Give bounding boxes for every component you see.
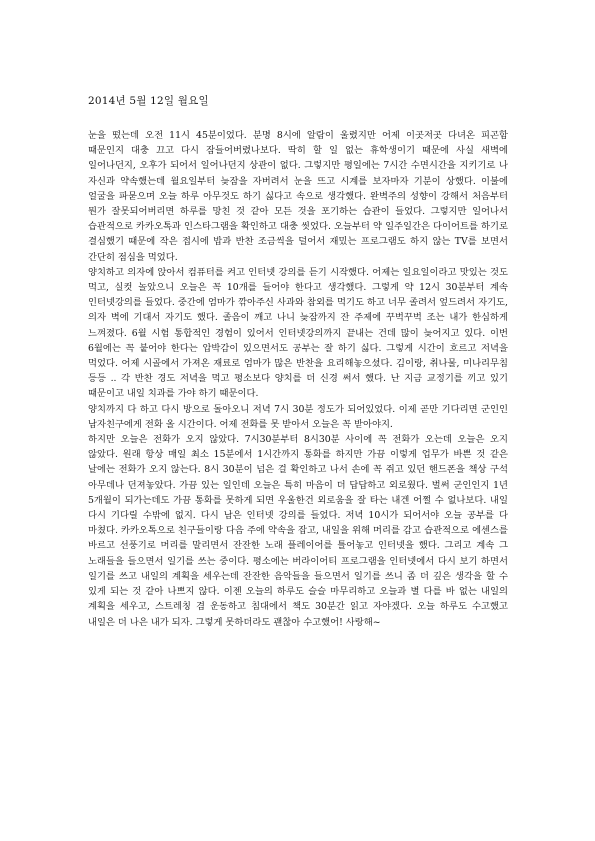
diary-paragraph-2: 양치하고 의자에 앉아서 컴퓨터를 켜고 인터넷 강의를 듣기 시작했다. 어제는 일요일이라고 맛있는 것도 먹고, 실컷 놀았으니 오늘은 꼭 10개를 들어야 한다고 생각했다. 그렇게 약 12시 30분부터 계속 인터넷강의를 들었다. 중간에 엄마가 깎아주신 사과와 참외를 먹기도 하고 너무 졸려서 엎드려서 자기도, 의자 벽에 기대서 자기도 했다. 졸음이 깨고 나니 늦잠까지 잔 주제에 꾸벅꾸벅 조는 내가 한심하게 느껴졌다. 6월 시험 통합적인 경험이 있어서 인터넷강의까지 끝내는 건데 많이 늦어지고 있다. 이번 6월에는 꼭 붙어야 한다는 압박감이 있으면서도 공부는 잘 하기 싫다. 그렇게 시간이 흐르고 저녁을 먹었다. 어제 시골에서 가져온 재료로 엄마가 많은 반찬을 요리해놓으셨다. 김이랑, 취나물, 미나리무침 등등 .. 각 반찬 경도 저녁을 먹고 평소보다 양치를 더 신경 써서 했다. 난 지금 교정기를 끼고 있기 때문이고 내일 치과를 가야 하기 때문이다. — [88, 266, 508, 400]
diary-paragraph-4: 하지만 오늘은 전화가 오지 않았다. 7시30분부터 8시30분 사이에 꼭 전화가 오는데 오늘은 오지 않았다. 원래 항상 매일 최소 15분에서 1시간까지 통화를 하지만 가끔 이렇게 업무가 바쁜 것 같은 날에는 전화가 오지 않는다. 8시 30분이 넘은 걸 확인하고 나서 손에 꼭 쥐고 있던 핸드폰을 책상 구석 아무데나 던져놓았다. 가끔 있는 일인데 오늘은 특히 마음이 더 답답하고 외로웠다. 벌써 군인인지 1년 5개월이 되가는데도 가끔 통화를 못하게 되면 우울한건 외로움을 잘 타는 내겐 어쩔 수 없나보다. 내일 다시 기다릴 수밖에 없지. 다시 남은 인터넷 강의를 들었다. 저녁 10시가 되어서야 오늘 공부를 다 마쳤다. 카카오톡으로 친구들이랑 다음 주에 약속을 잡고, 내일을 위해 머리를 감고 습관적으로 에센스를 바르고 선풍기로 머리를 말리면서 잔잔한 노래 플레이어를 틀어놓고 인터넷을 했다. 그리고 계속 그 노래들을 들으면서 일기를 쓰는 중이다. 평소에는 버라이어티 프로그램을 인터넷에서 다시 보기 하면서 일기를 쓰고 내일의 계획을 세우는데 잔잔한 음악들을 들으면서 일기를 쓰니 좀 더 깊은 생각을 할 수 있게 되는 것 같아 나쁘지 않다. 이젠 오늘의 하루도 슬슬 마무리하고 오늘과 별 다를 바 없는 내일의 계획을 세우고, 스트레칭 겸 운동하고 침대에서 책도 30분간 읽고 자야겠다. 오늘 하루도 수고했고 내일은 더 나은 내가 되자. 그렇게 못하더라도 괜찮아 수고했어! 사랑해~ — [88, 434, 508, 628]
diary-paragraph-3: 양치까지 다 하고 다시 방으로 돌아오니 저녁 7시 30분 정도가 되어있었다. 이제 곧만 기다리면 군인인 남자친구에게 전화 올 시간이다. 어제 전화를 못 받아서 오늘은 꼭 받아야지. — [88, 403, 508, 430]
diary-date: 2014년 5월 12일 월요일 — [88, 95, 209, 107]
diary-paragraph-1: 눈을 떴는데 오전 11시 45분이었다. 분명 8시에 알람이 울렸지만 어제 이곳저곳 다녀온 피곤함 때문인지 대충 끄고 다시 잠들어버렸나보다. 딱히 할 일 없는 휴학생이기 때문에 사실 새벽에 일어나던지, 오후가 되어서 일어나던지 상관이 없다. 그렇지만 평일에는 7시간 수면시간을 지키기로 나 자신과 약속했는데 월요일부터 늦잠을 자버려서 눈을 뜨고 시계를 보자마자 기분이 상했다. 이불에 얼굴을 파묻으며 오늘 하루 아무것도 하기 싫다고 속으로 생각했다. 완벽주의 성향이 강해서 처음부터 뭔가 잘못되어버리면 하루를 망친 것 같아 모든 것을 포기하는 습관이 들었다. 그렇지만 일어나서 습관적으로 카카오톡과 인스타그램을 확인하고 대충 씻었다. 오늘부터 약 일주일간은 다이어트를 하기로 결심했기 때문에 작은 접시에 밥과 반찬 조금씩을 덜어서 재밌는 프로그램도 하지 않는 TV를 보면서 간단히 점심을 먹었다. — [88, 130, 508, 263]
